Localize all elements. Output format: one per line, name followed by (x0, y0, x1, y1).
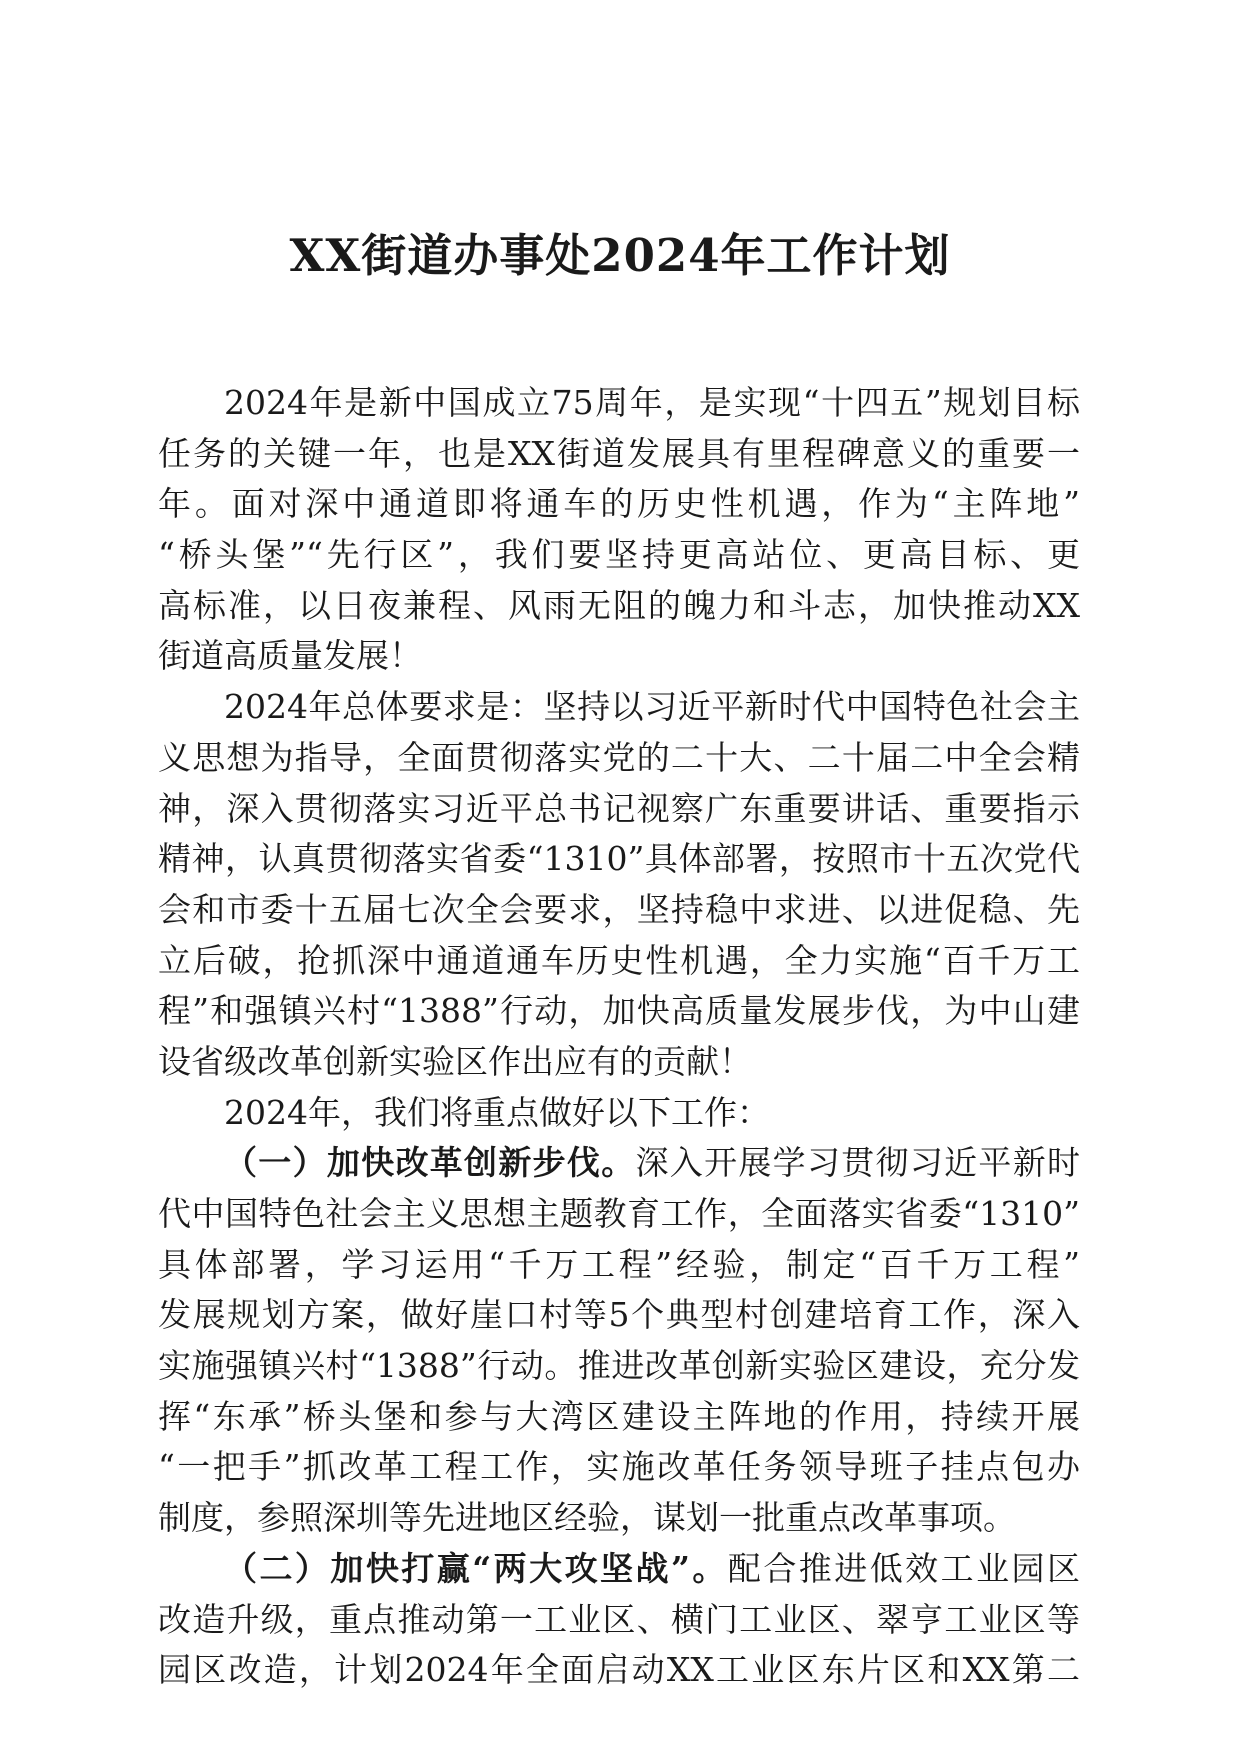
text-line (158, 834, 1080, 885)
text-line (158, 581, 1080, 632)
line-text: 年。面对深中通道即将通车的历史性机遇，作为“主阵地” (158, 484, 1080, 524)
section-heading: （二）加快打赢“两大攻坚战”。 (224, 1548, 728, 1588)
line-text: 具体部署，学习运用“千万工程”经验，制定“百千万工程” (158, 1244, 1080, 1284)
line-text: 2024年，我们将重点做好以下工作： (224, 1092, 770, 1132)
text-line (158, 631, 1080, 682)
text-line (158, 936, 1080, 987)
line-text: 挥“东承”桥头堡和参与大湾区建设主阵地的作用，持续开展 (158, 1396, 1080, 1436)
line-text: 2024年是新中国成立75周年，是实现“十四五”规划目标 (224, 383, 1080, 422)
text-line (158, 1493, 1080, 1544)
line-text: 高标准，以日夜兼程、风雨无阻的魄力和斗志，加快推动XX (158, 585, 1080, 625)
text-line (158, 733, 1080, 784)
line-text: 精神，认真贯彻落实省委“1310”具体部署，按照市十五次党代 (158, 839, 1080, 879)
text-line (158, 1392, 1080, 1443)
line-text: 改造升级，重点推动第一工业区、横门工业区、翠亨工业区等 (158, 1599, 1080, 1639)
line-text: 实施强镇兴村“1388”行动。推进改革创新实验区建设，充分发 (158, 1346, 1080, 1386)
line-text: 2024年总体要求是：坚持以习近平新时代中国特色社会主 (224, 687, 1080, 727)
text-line (158, 784, 1080, 835)
text-line (158, 986, 1080, 1037)
document-body (158, 378, 1080, 1696)
text-line (158, 1341, 1080, 1392)
line-text: “一把手”抓改革工程工作，实施改革任务领导班子挂点包办 (158, 1447, 1080, 1487)
line-text: 程”和强镇兴村“1388”行动，加快高质量发展步伐，为中山建 (158, 991, 1080, 1031)
section-heading: （一）加快改革创新步伐。 (224, 1143, 636, 1183)
text-line (158, 1088, 1080, 1139)
line-text: 发展规划方案，做好崖口村等5个典型村创建培育工作，深入 (158, 1295, 1080, 1335)
text-line (158, 885, 1080, 936)
text-line (158, 1037, 1080, 1088)
text-line (158, 1645, 1080, 1696)
text-line (158, 1595, 1080, 1646)
text-line (158, 1138, 1080, 1189)
text-line (158, 1544, 1080, 1595)
line-text: 设省级改革创新实验区作出应有的贡献！ (158, 1041, 752, 1081)
text-line (158, 1442, 1080, 1493)
text-line (158, 530, 1080, 581)
line-text: 立后破，抢抓深中通道通车历史性机遇，全力实施“百千万工 (158, 940, 1080, 980)
line-text: 任务的关键一年，也是XX街道发展具有里程碑意义的重要一 (158, 433, 1080, 473)
line-text: 制度，参照深圳等先进地区经验，谋划一批重点改革事项。 (158, 1498, 1016, 1538)
text-line (158, 1240, 1080, 1291)
line-text: 街道高质量发展！ (158, 636, 422, 676)
line-text: 神，深入贯彻落实习近平总书记视察广东重要讲话、重要指示 (158, 788, 1080, 828)
line-text: 深入开展学习贯彻习近平新时 (635, 1143, 1080, 1183)
line-text: “桥头堡”“先行区”，我们要坚持更高站位、更高目标、更 (158, 535, 1080, 575)
line-text: 代中国特色社会主义思想主题教育工作，全面落实省委“1310” (158, 1194, 1080, 1233)
text-line (158, 1290, 1080, 1341)
text-line (158, 378, 1080, 429)
line-text: 园区改造，计划2024年全面启动XX工业区东片区和XX第二 (158, 1650, 1080, 1690)
text-line (158, 682, 1080, 733)
line-text: 会和市委十五届七次全会要求，坚持稳中求进、以进促稳、先 (158, 889, 1080, 929)
line-text: 义思想为指导，全面贯彻落实党的二十大、二十届二中全会精 (158, 737, 1080, 777)
page-title: XX街道办事处2024年工作计划 (289, 229, 951, 282)
line-text: 配合推进低效工业园区 (727, 1548, 1080, 1588)
text-line (158, 479, 1080, 530)
text-line (158, 1189, 1080, 1240)
text-line (158, 429, 1080, 480)
